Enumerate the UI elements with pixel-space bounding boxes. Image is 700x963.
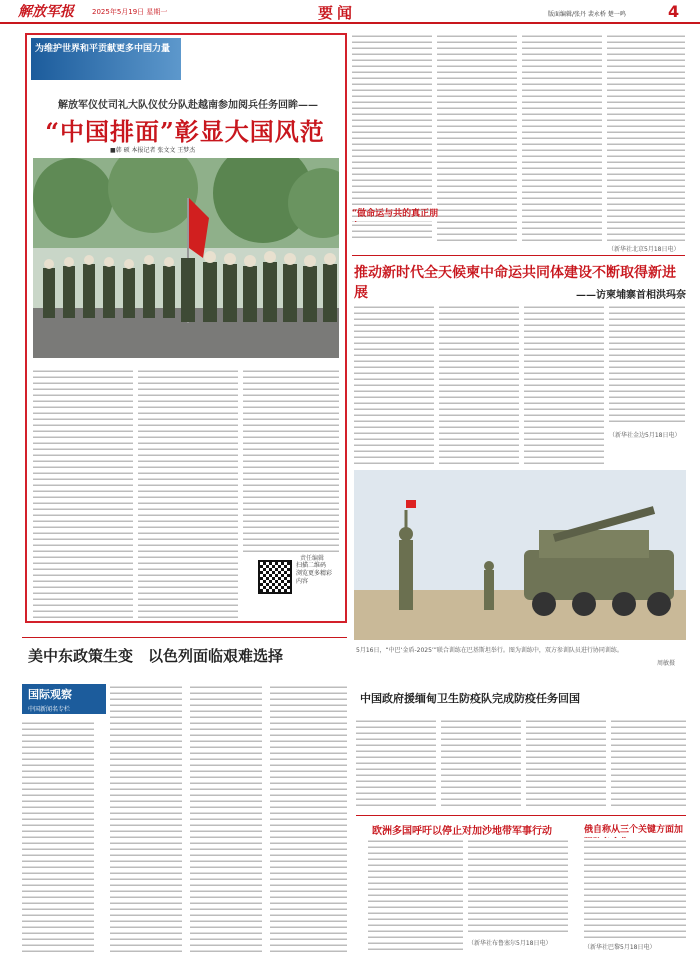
qr-code-label: 扫描二维码 浏览更多精彩内容 (296, 562, 333, 585)
europe-text-col-2 (468, 838, 568, 933)
cambodia-footer: （新华社金边5月18日电） (609, 432, 681, 439)
us-story-text-col-4 (270, 684, 347, 955)
top-story-text-col-1 (33, 368, 133, 618)
right-top-text-col-2 (437, 33, 517, 243)
europe-footer: （新华社布鲁塞尔5月18日电） (468, 940, 552, 947)
honor-guard-photo (33, 158, 339, 358)
top-story-text-col-3 (243, 368, 339, 553)
myanmar-headline: 中国政府援缅甸卫生防疫队完成防疫任务回国 (360, 692, 580, 705)
us-story-text-col-2 (110, 684, 182, 955)
divider (22, 637, 347, 638)
page-number: 4 (668, 2, 680, 21)
top-story-headline: “中国排面”彰显大国风范 (45, 117, 325, 146)
column-tag (22, 684, 106, 714)
right-top-text-col-3 (522, 33, 602, 243)
training-illustration (354, 470, 686, 640)
defense-footer: （新华社巴黎5月18日电） (584, 944, 656, 951)
training-photo (354, 470, 686, 640)
right-top-text-col-1 (352, 33, 432, 223)
defense-text-col (584, 838, 686, 938)
top-story-text-col-2 (138, 368, 238, 618)
cambodia-text-col-3 (524, 304, 604, 464)
myanmar-text-col-2 (441, 718, 521, 808)
newspaper-logo: 解放军报 (18, 4, 74, 20)
section-title: 要闻 (318, 4, 357, 22)
right-top-text-col-4 (607, 33, 685, 243)
training-photo-credit: 周敏摄 (657, 660, 676, 667)
column-tag-title: 国际观察 (28, 688, 72, 701)
europe-text-col-1 (368, 838, 463, 953)
cambodia-subhead: ——访柬埔寨首相洪玛奈 (576, 290, 686, 301)
issue-date: 2025年5月19日 星期一 (92, 8, 168, 16)
training-photo-caption: 5月16日，“中巴‘金盾-2025’”联合训练在巴基斯坦举行。图为训练中，双方参训队员进行协同训练。 (356, 647, 623, 654)
defense-headline: 俄自称从三个关键方面加 (584, 825, 684, 835)
right-top-text-col-1b (352, 222, 432, 242)
divider (352, 255, 685, 256)
qr-code[interactable] (258, 560, 292, 594)
top-story-byline: ■韩 硕 本报记者 张文文 王梦杰 (110, 147, 196, 154)
myanmar-text-col-4 (611, 718, 686, 808)
cambodia-text-col-1 (354, 304, 434, 464)
parade-illustration (33, 158, 339, 358)
divider (356, 815, 686, 816)
us-story-headline: 美中东政策生变 以色列面临艰难选择 (28, 647, 284, 665)
column-tag-subtitle: 中国新闻名专栏 (28, 706, 71, 713)
us-story-text-col-3 (190, 684, 262, 955)
myanmar-text-col-3 (526, 718, 606, 808)
right-top-footer: （新华社北京5月18日电） (608, 246, 680, 253)
us-story-text-col-1 (22, 720, 94, 955)
right-top-title: “做命运与共的真正朋 (352, 209, 439, 219)
cambodia-text-col-2 (439, 304, 519, 464)
europe-headline: 欧洲多国呼吁以停止对加沙地带军事行动 (372, 826, 552, 837)
cambodia-text-col-4 (609, 304, 685, 424)
myanmar-text-col-1 (356, 718, 436, 808)
top-story-kicker: 解放军仪仗司礼大队仪仗分队赴越南参加阅兵任务回眸—— (58, 100, 318, 111)
cambodia-headline: 推动新时代全天候柬中命运共同体建设不断取得新进展 (354, 265, 676, 301)
page-editors: 版面编辑/张丹 裴永桥 楚一鸣 (548, 11, 626, 18)
column-banner: 为维护世界和平贡献更多中国力量 (31, 38, 181, 80)
top-story-editor-tag: 责任编辑 (300, 555, 325, 562)
